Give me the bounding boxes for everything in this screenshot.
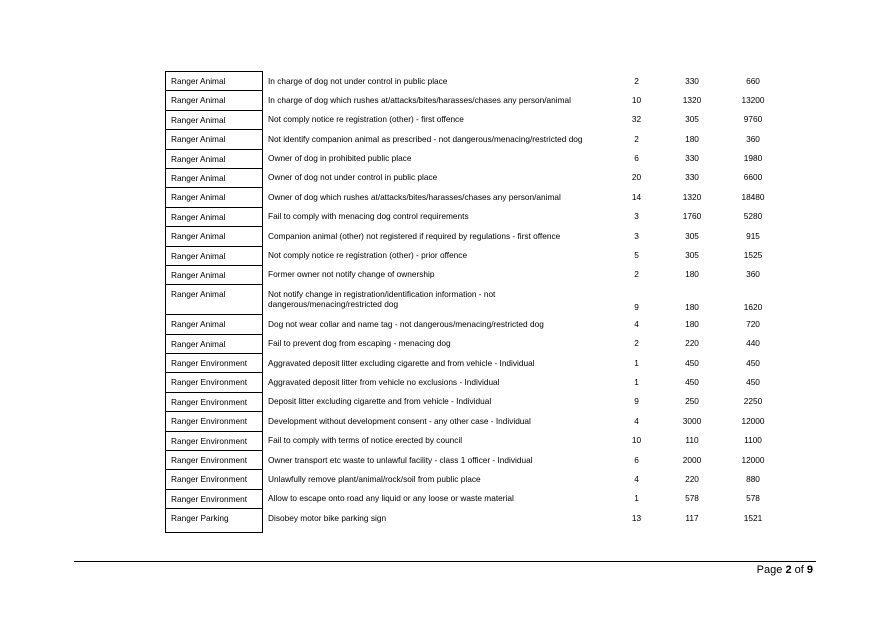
table-row xyxy=(166,91,777,110)
amount-cell: 330 xyxy=(685,153,699,164)
count-cell: 2 xyxy=(634,269,639,280)
offence-cell: Not comply notice re registration (other) - prior offence xyxy=(268,250,468,261)
offence-cell: Development without development consent - any other case - Individual xyxy=(268,415,531,426)
category-cell: Ranger Animal xyxy=(166,207,263,226)
amount-cell: 250 xyxy=(685,396,699,407)
table-row xyxy=(166,207,777,226)
offence-cell: Owner of dog which rushes at/attacks/bites/harasses/chases any person/animal xyxy=(268,191,561,202)
offence-cell: Former owner not notify change of ownership xyxy=(268,269,435,280)
table-row xyxy=(166,334,777,353)
amount-cell: 117 xyxy=(685,512,699,523)
total-cell: 720 xyxy=(746,318,760,329)
count-cell: 9 xyxy=(634,396,639,407)
amount-cell: 180 xyxy=(685,133,699,144)
category-cell: Ranger Animal xyxy=(166,130,263,149)
count-cell: 32 xyxy=(631,114,642,125)
category-cell: Ranger Animal xyxy=(166,265,263,284)
total-cell: 360 xyxy=(746,269,760,280)
page-current: 2 xyxy=(785,564,792,576)
category-cell: Ranger Environment xyxy=(166,489,263,508)
offence-cell: Aggravated deposit litter from vehicle no exclusions - Individual xyxy=(268,376,500,387)
total-cell: 6600 xyxy=(743,172,763,183)
total-cell: 660 xyxy=(746,75,760,86)
category-cell: Ranger Animal xyxy=(166,285,263,315)
count-cell: 1 xyxy=(634,493,639,504)
category-cell: Ranger Environment xyxy=(166,373,263,392)
amount-cell: 2000 xyxy=(682,454,702,465)
total-cell: 1100 xyxy=(744,435,762,446)
table-row xyxy=(166,168,777,187)
amount-cell: 1760 xyxy=(682,211,702,222)
amount-cell: 578 xyxy=(685,493,699,504)
table-row xyxy=(166,373,777,392)
table-row xyxy=(166,246,777,265)
count-cell: 6 xyxy=(634,153,639,164)
offence-cell: Dog not wear collar and name tag - not dangerous/menacing/restricted dog xyxy=(268,318,544,329)
table-row xyxy=(166,265,777,284)
page-number xyxy=(757,564,813,576)
total-cell: 915 xyxy=(746,230,760,241)
category-cell: Ranger Animal xyxy=(166,72,263,91)
offence-cell: Fail to comply with terms of notice erected by council xyxy=(268,435,463,446)
count-cell: 3 xyxy=(634,211,639,222)
amount-cell: 450 xyxy=(685,376,699,387)
count-cell: 4 xyxy=(634,415,639,426)
footer-divider xyxy=(74,561,816,562)
category-cell: Ranger Animal xyxy=(166,149,263,168)
amount-cell: 1320 xyxy=(682,94,702,105)
offence-cell: In charge of dog not under control in public place xyxy=(268,75,448,86)
offences-table-container xyxy=(165,71,777,533)
offence-cell: Not identify companion animal as prescribed - not dangerous/menacing/restricted dog xyxy=(268,133,583,144)
offence-cell: Companion animal (other) not registered if required by regulations - first offence xyxy=(268,230,561,241)
table-row xyxy=(166,149,777,168)
category-cell: Ranger Animal xyxy=(166,334,263,353)
offence-cell: Disobey motor bike parking sign xyxy=(268,512,387,523)
count-cell: 2 xyxy=(634,75,639,86)
amount-cell: 1320 xyxy=(682,191,702,202)
amount-cell: 305 xyxy=(685,114,699,125)
amount-cell: 180 xyxy=(685,301,699,312)
count-cell: 6 xyxy=(634,454,639,465)
total-cell: 450 xyxy=(746,357,760,368)
category-cell: Ranger Environment xyxy=(166,412,263,431)
category-cell: Ranger Environment xyxy=(166,470,263,489)
category-cell: Ranger Parking xyxy=(166,509,263,533)
count-cell: 5 xyxy=(634,250,639,261)
offence-cell: Allow to escape onto road any liquid or any loose or waste material xyxy=(268,493,514,504)
offence-cell: Owner transport etc waste to unlawful facility - class 1 officer - Individual xyxy=(268,454,533,465)
count-cell: 14 xyxy=(631,191,642,202)
table-row xyxy=(166,130,777,149)
total-cell: 12000 xyxy=(741,415,765,426)
table-row xyxy=(166,509,777,533)
total-cell: 5280 xyxy=(743,211,763,222)
count-cell: 20 xyxy=(631,172,642,183)
offence-cell: Aggravated deposit litter excluding cigarette and from vehicle - Individual xyxy=(268,357,535,368)
total-cell: 440 xyxy=(746,338,760,349)
offence-cell: Fail to comply with menacing dog control requirements xyxy=(268,211,469,222)
total-cell: 880 xyxy=(746,473,760,484)
amount-cell: 110 xyxy=(685,435,699,446)
offence-cell: Not comply notice re registration (other) - first offence xyxy=(268,114,464,125)
amount-cell: 3000 xyxy=(682,415,702,426)
total-cell: 578 xyxy=(746,493,760,504)
table-row xyxy=(166,470,777,489)
page-total: 9 xyxy=(806,564,813,576)
total-cell: 1525 xyxy=(743,250,763,261)
offence-cell: Owner of dog not under control in public place xyxy=(268,172,438,183)
count-cell: 1 xyxy=(634,376,639,387)
count-cell: 3 xyxy=(634,230,639,241)
offence-cell xyxy=(263,285,619,315)
category-cell: Ranger Environment xyxy=(166,431,263,450)
amount-cell: 330 xyxy=(685,75,699,86)
offence-cell: Deposit litter excluding cigarette and from vehicle - Individual xyxy=(268,396,492,407)
total-cell: 1521 xyxy=(743,512,763,523)
offences-table xyxy=(165,71,777,533)
page-label: Page xyxy=(756,564,783,576)
offence-cell: Fail to prevent dog from escaping - menacing dog xyxy=(268,338,451,349)
table-row xyxy=(166,451,777,470)
category-cell: Ranger Animal xyxy=(166,246,263,265)
total-cell: 12000 xyxy=(741,454,765,465)
amount-cell: 305 xyxy=(685,250,699,261)
total-cell: 1620 xyxy=(743,301,763,312)
count-cell: 2 xyxy=(634,338,639,349)
count-cell: 10 xyxy=(631,435,642,446)
amount-cell: 450 xyxy=(685,357,699,368)
count-cell: 2 xyxy=(634,133,639,144)
count-cell: 9 xyxy=(634,301,639,312)
table-row xyxy=(166,188,777,207)
amount-cell: 180 xyxy=(685,318,699,329)
category-cell: Ranger Animal xyxy=(166,91,263,110)
table-row xyxy=(166,227,777,246)
category-cell: Ranger Animal xyxy=(166,227,263,246)
count-cell: 4 xyxy=(634,318,639,329)
offence-line-2: dangerous/menacing/restricted dog xyxy=(268,298,399,309)
total-cell: 450 xyxy=(746,376,760,387)
table-row xyxy=(166,354,777,373)
total-cell: 1980 xyxy=(743,153,763,164)
total-cell: 360 xyxy=(746,133,760,144)
count-cell: 4 xyxy=(634,473,639,484)
table-row xyxy=(166,489,777,508)
total-cell: 9760 xyxy=(743,114,763,125)
total-cell: 13200 xyxy=(741,94,765,105)
count-cell: 1 xyxy=(634,357,639,368)
table-row xyxy=(166,315,777,334)
category-cell: Ranger Environment xyxy=(166,392,263,411)
category-cell: Ranger Animal xyxy=(166,110,263,129)
count-cell: 10 xyxy=(631,94,642,105)
amount-cell: 305 xyxy=(685,230,699,241)
amount-cell: 220 xyxy=(685,338,699,349)
table-row xyxy=(166,392,777,411)
offence-cell: Owner of dog in prohibited public place xyxy=(268,153,412,164)
category-cell: Ranger Environment xyxy=(166,354,263,373)
page-of: of xyxy=(794,564,804,576)
category-cell: Ranger Animal xyxy=(166,188,263,207)
offence-cell: Unlawfully remove plant/animal/rock/soil from public place xyxy=(268,473,481,484)
table-row xyxy=(166,110,777,129)
category-cell: Ranger Environment xyxy=(166,451,263,470)
amount-cell: 180 xyxy=(685,269,699,280)
amount-cell: 330 xyxy=(685,172,699,183)
table-row xyxy=(166,431,777,450)
category-cell: Ranger Animal xyxy=(166,315,263,334)
table-row xyxy=(166,412,777,431)
offence-cell: In charge of dog which rushes at/attacks/bites/harasses/chases any person/animal xyxy=(268,94,572,105)
table-row xyxy=(166,72,777,91)
category-cell: Ranger Animal xyxy=(166,168,263,187)
count-cell: 13 xyxy=(631,512,642,523)
offence-line-1: Not notify change in registration/identification information - not xyxy=(268,288,496,299)
total-cell: 18480 xyxy=(741,191,765,202)
amount-cell: 220 xyxy=(685,473,699,484)
total-cell: 2250 xyxy=(743,396,763,407)
table-row xyxy=(166,285,777,315)
